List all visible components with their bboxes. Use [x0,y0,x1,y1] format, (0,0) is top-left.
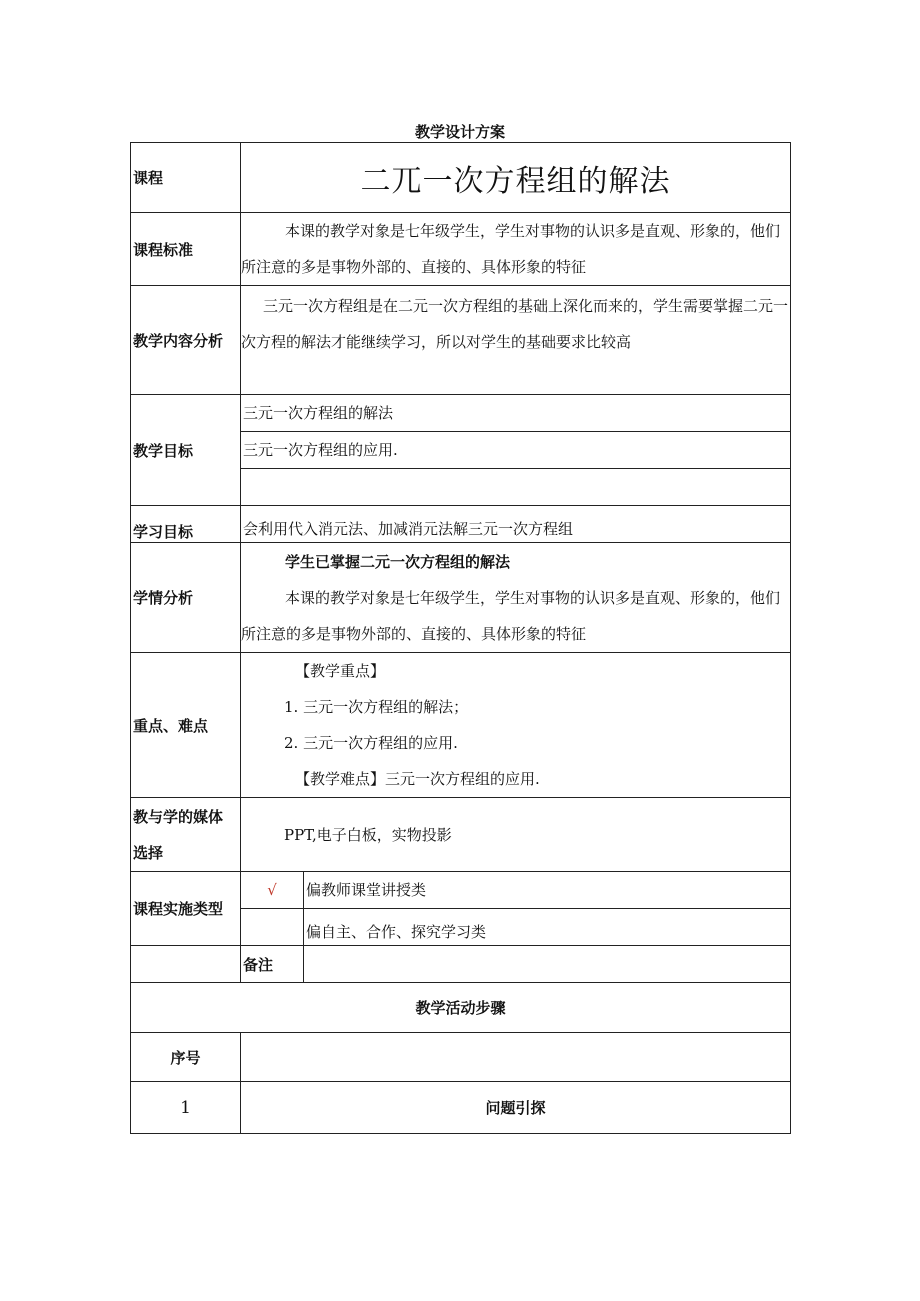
teaching-goals-label: 教学目标 [131,395,241,506]
media-value: PPT,电子白板，实物投影 [241,798,791,872]
course-label: 课程 [131,143,241,213]
content-analysis-text: 三元一次方程组是在二元一次方程组的基础上深化而来的，学生需要掌握二元一次方程的解法才能继续学习，所以对学生的基础要求比较高 [241,297,789,351]
learning-goals-label: 学习目标 [131,506,241,543]
row-impl-1 [131,872,791,909]
row-activities-header [131,1033,791,1082]
key-point-1: 1. 三元一次方程组的解法； [284,698,469,716]
row-course [131,143,791,213]
implementation-check-empty [241,909,304,946]
row-activity-1 [131,1082,791,1134]
media-label [131,798,241,872]
seq-header-content [241,1033,791,1082]
key-point-2: 2. 三元一次方程组的应用. [284,734,458,752]
implementation-option-1: 偏教师课堂讲授类 [304,872,791,909]
activities-heading: 教学活动步骤 [131,983,791,1033]
student-analysis-label: 学情分析 [131,543,241,653]
row-content-analysis [131,286,791,395]
lesson-plan-table [130,142,791,1134]
key-points-heading: 【教学重点】 [295,662,386,680]
implementation-option-2: 偏自主、合作、探究学习类 [304,909,791,946]
student-analysis-text: 本课的教学对象是七年级学生，学生对事物的认识多是直观、形象的，他们所注意的多是事物外部的、直接的、具体形象的特征 [241,588,781,643]
teaching-goal-2: 三元一次方程组的应用. [241,432,791,469]
activity-1-seq: 1 [131,1082,241,1134]
student-analysis-line1: 学生已掌握二元一次方程组的解法 [285,552,511,571]
row-note [131,946,791,983]
activity-1-title: 问题引探 [241,1082,791,1134]
learning-goals-text: 会利用代入消元法、加减消元法解三元一次方程组 [241,506,791,543]
page-title: 教学设计方案 [414,123,505,141]
course-title: 二兀一次方程组的解法 [241,143,791,213]
row-goal-1 [131,395,791,432]
row-standard [131,213,791,286]
note-label: 备注 [241,946,304,983]
teaching-goal-1: 三元一次方程组的解法 [241,395,791,432]
row-media [131,798,791,872]
teaching-goal-3 [241,469,791,506]
seq-header: 序号 [131,1033,241,1082]
implementation-label: 课程实施类型 [131,872,241,946]
media-label-line1: 教与学的媒体 [133,807,224,826]
row-activities-heading [131,983,791,1033]
standard-label: 课程标准 [131,213,241,286]
note-value [304,946,791,983]
row-key-points [131,653,791,798]
difficulty-text: 【教学难点】三元一次方程组的应用. [295,770,540,788]
key-points-label: 重点、难点 [131,653,241,798]
content-analysis-label: 教学内容分析 [131,286,241,395]
row-student-analysis [131,543,791,653]
standard-text: 本课的教学对象是七年级学生，学生对事物的认识多是直观、形象的，他们所注意的多是事物外部的、直接的、具体形象的特征 [241,222,781,276]
check-mark-icon: √ [241,872,304,909]
row-learning-goals [131,506,791,543]
media-label-line2: 选择 [133,843,164,862]
note-left-empty [131,946,241,983]
